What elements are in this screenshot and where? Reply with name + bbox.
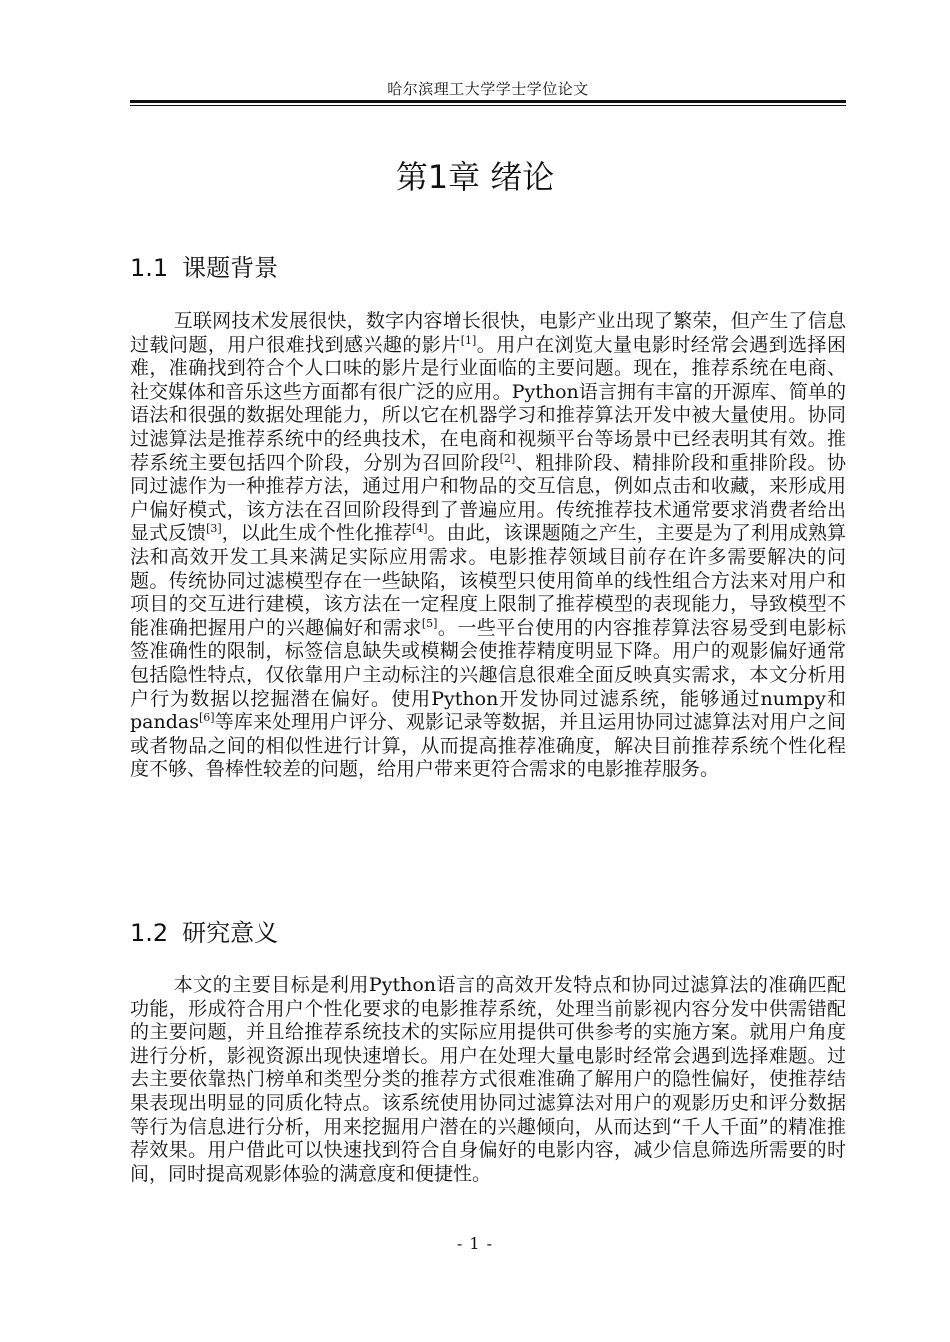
text-run: 、粗排阶段、精排阶段和重排阶段。协同过滤作为一种推荐方法，通过用户和物品的交互信息，例如点击和收藏，来形成用户偏好模式，该方法在召回阶段得到了普遍应用。传统推荐技术通常要求消费者给出显式反馈 (130, 451, 846, 545)
citation-ref: [3] (206, 522, 222, 536)
header-rule-thick (130, 100, 846, 103)
section-heading (130, 913, 278, 948)
text-run: 等库来处理用户评分、观影记录等数据，并且运用协同过滤算法对用户之间或者物品之间的相似性进行计算，从而提高推荐准确度，解决目前推荐系统个性化程度不够、鲁棒性较差的问题，给用户带来更符合需求的电影推荐服务。 (130, 711, 846, 781)
text-run: ，以此生成个性化推荐 (221, 522, 412, 545)
body-paragraph (130, 974, 846, 1186)
text-run: 。用户在浏览大量电影时经常会遇到选择困难，准确找到符合个人口味的影片是行业面临的主要问题。现在，推荐系统在电商、社交媒体和音乐这些方面都有很广泛的应用。Python语言拥有丰富的开源库、简单的语法和很强的数据处理能力，所以它在机器学习和推荐算法开发中被大量使用。协同过滤算法是推荐系统中的经典技术，在电商和视频平台等场景中已经表明其有效。推荐系统主要包括四个阶段，分别为召回阶段 (130, 333, 846, 474)
body-paragraph (130, 310, 846, 782)
section-number: 1.1 (130, 254, 169, 282)
text-run: 。由此，该课题随之产生，主要是为了利用成熟算法和高效开发工具来满足实际应用需求。电影推荐领域目前存在许多需要解决的问题。传统协同过滤模型存在一些缺陷，该模型只使用简单的线性组合方法来对用户和项目的交互进行建模，该方法在一定程度上限制了推荐模型的表现能力，导致模型不能准确把握用户的兴趣偏好和需求 (130, 522, 846, 639)
running-header: 哈尔滨理工大学学士学位论文 (387, 80, 589, 98)
section-number: 1.2 (130, 919, 169, 947)
text-run: 。一些平台使用的内容推荐算法容易受到电影标签准确性的限制，标签信息缺失或模糊会使推荐精度明显下降。用户的观影偏好通常包括隐性特点，仅依靠用户主动标注的兴趣信息很难全面反映真实需求，本文分析用户行为数据以挖掘潜在偏好。使用Python开发协同过滤系统，能够通过numpy和pandas (130, 616, 846, 734)
citation-ref: [5] (421, 616, 438, 630)
text-run: 本文的主要目标是利用Python语言的高效开发特点和协同过滤算法的准确匹配功能，形成符合用户个性化要求的电影推荐系统，处理当前影视内容分发中供需错配的主要问题，并且给推荐系统技术的实际应用提供可供参考的实施方案。就用户角度进行分析，影视资源出现快速增长。用户在处理大量电影时经常会遇到选择难题。过去主要依靠热门榜单和类型分类的推荐方式很难准确了解用户的隐性偏好，使推荐结果表现出明显的同质化特点。该系统使用协同过滤算法对用户的观影历史和评分数据等行为信息进行分析，用来挖掘用户潜在的兴趣倾向，从而达到“千人千面”的精准推荐效果。用户借此可以快速找到符合自身偏好的电影内容，减少信息筛选所需要的时间，同时提高观影体验的满意度和便捷性。 (130, 974, 846, 1185)
section-heading (130, 248, 278, 283)
section-title: 课题背景 (182, 254, 279, 282)
header-rule-thin (130, 105, 846, 106)
citation-ref: [1] (460, 333, 477, 347)
section-title: 研究意义 (182, 919, 279, 947)
page-number: - 1 - (456, 1234, 494, 1253)
text-run: 互联网技术发展很快，数字内容增长很快，电影产业出现了繁荣，但产生了信息过载问题，用户很难找到感兴趣的影片 (130, 310, 846, 356)
citation-ref: [6] (198, 711, 215, 725)
chapter-title: 第1章 绪论 (395, 158, 555, 196)
citation-ref: [2] (499, 451, 516, 465)
citation-ref: [4] (411, 522, 428, 536)
